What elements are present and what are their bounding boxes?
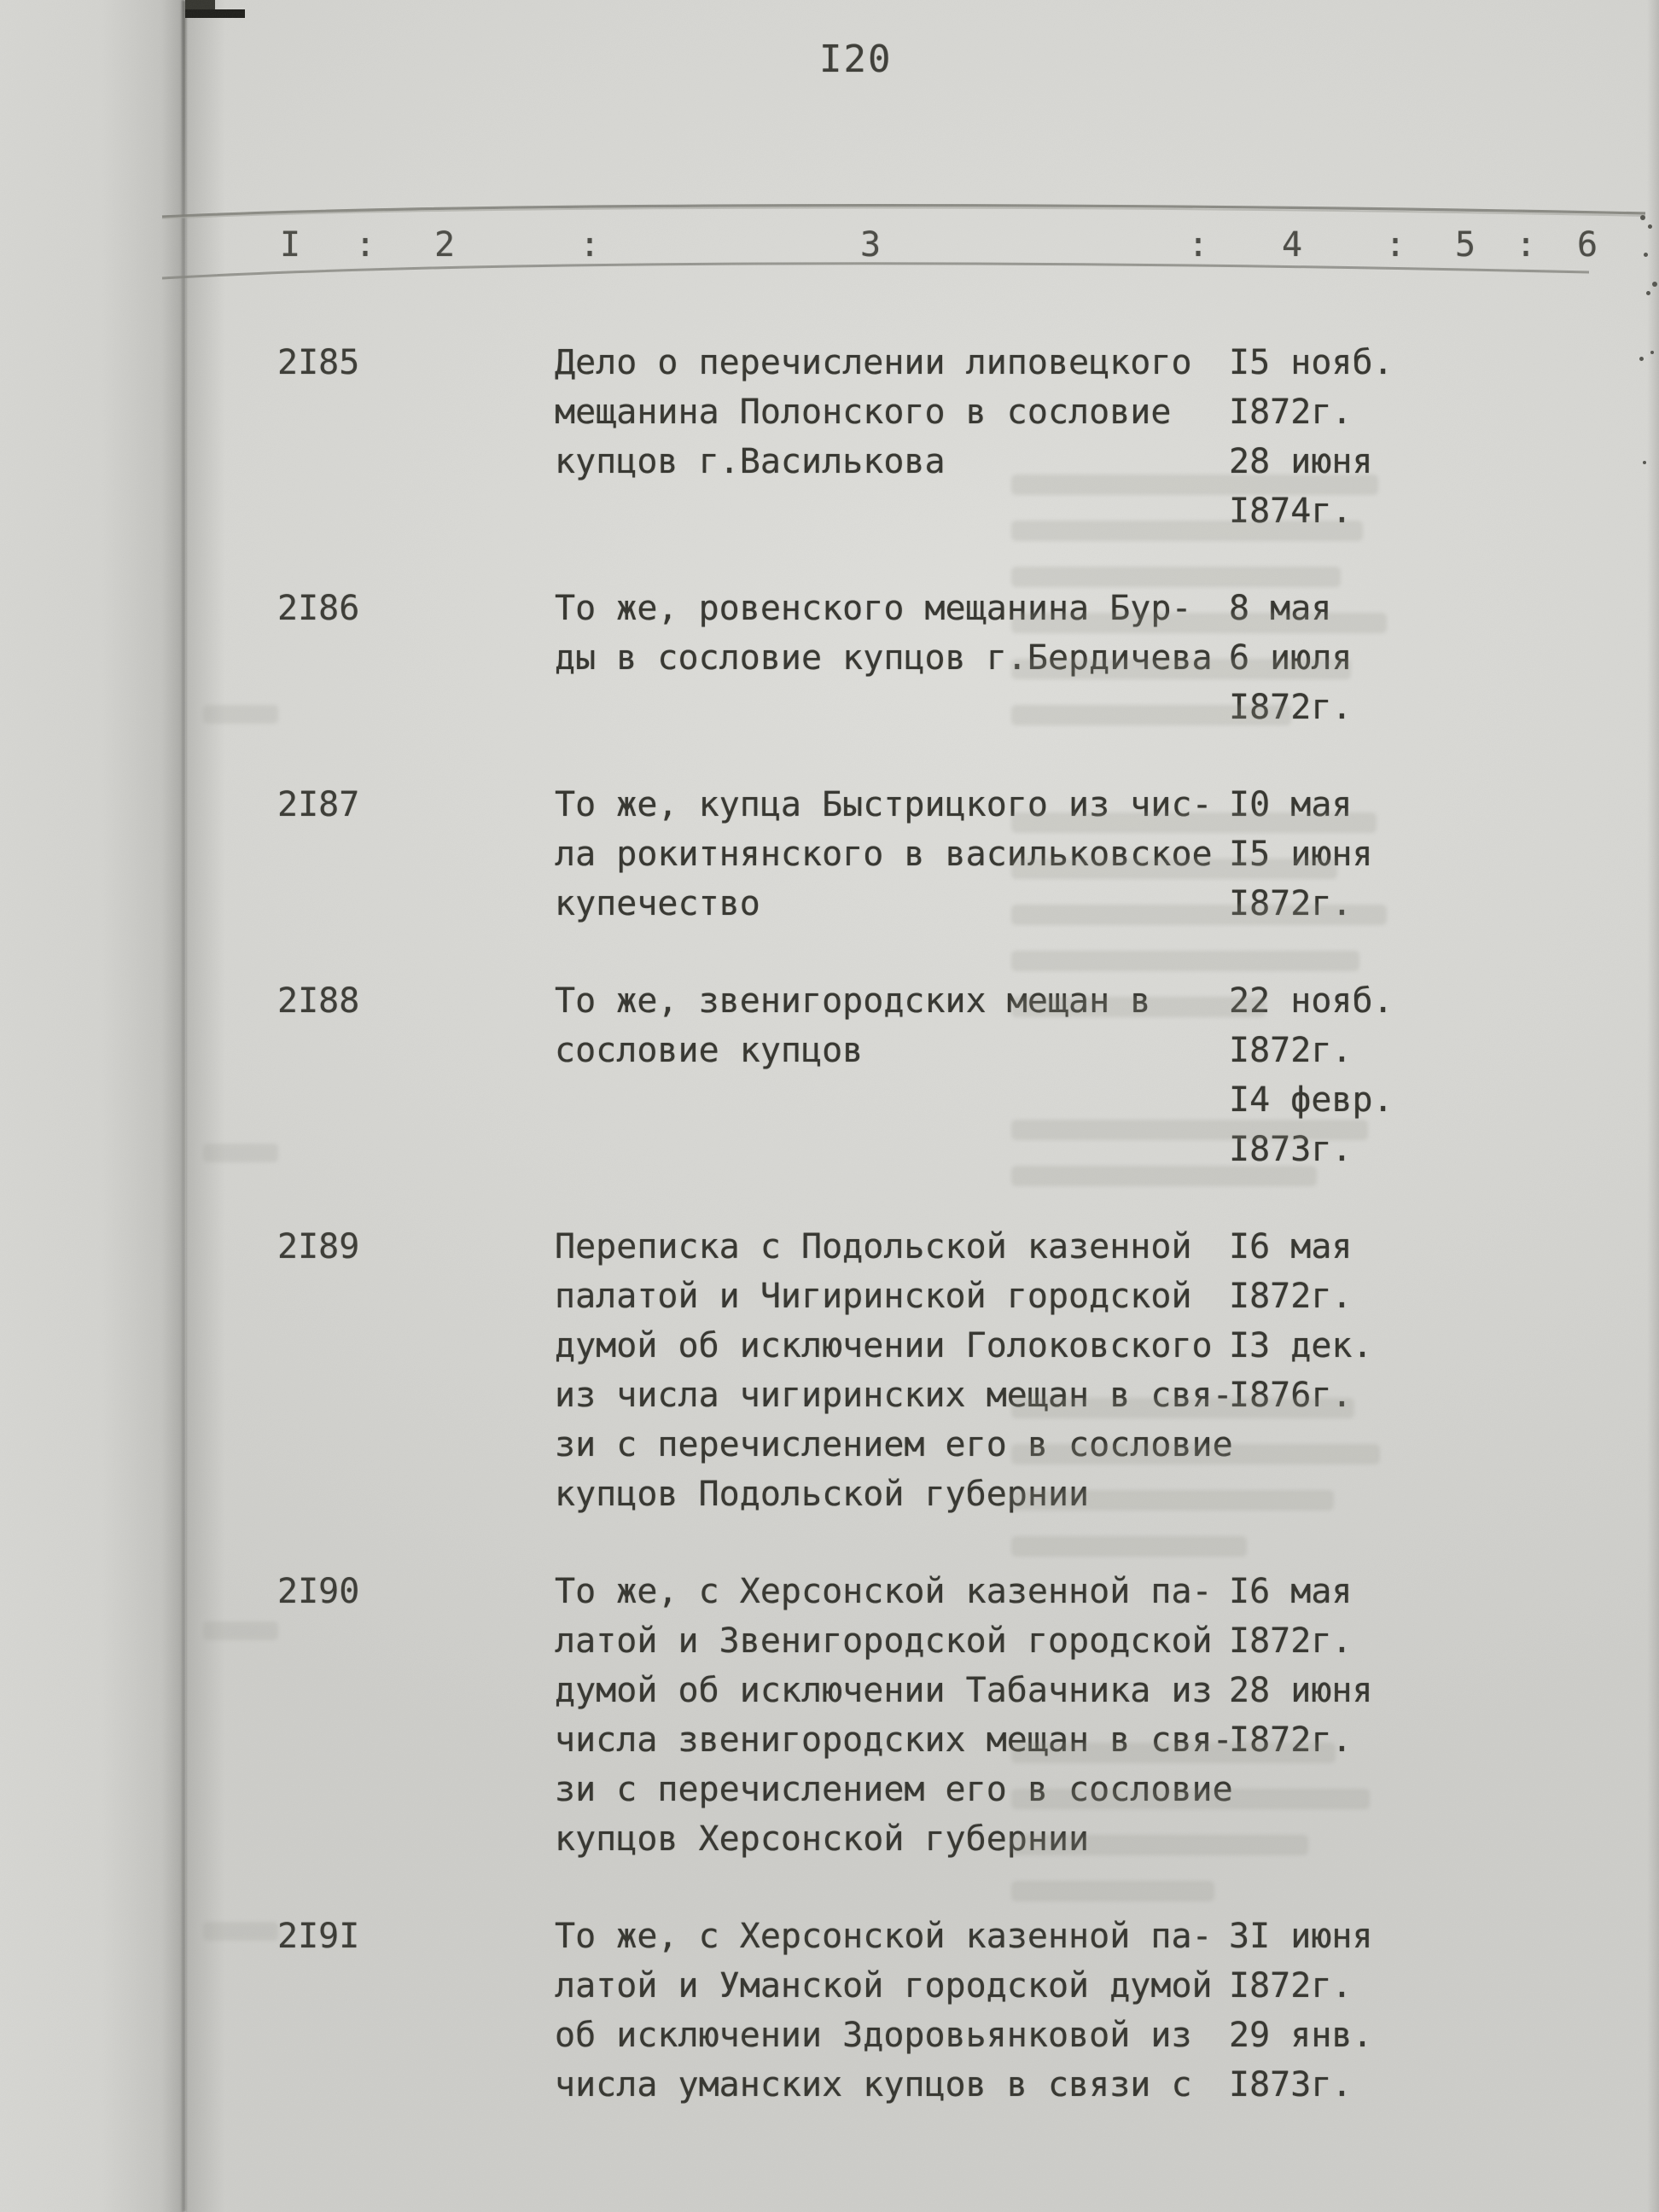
entry-number: 2I87 — [277, 785, 360, 824]
book-gutter — [0, 0, 183, 2212]
entry-description-line: То же, с Херсонской казенной па- — [555, 1572, 1213, 1611]
entry-date-line: I872г. — [1229, 1720, 1353, 1760]
entry-dates — [1229, 1222, 1502, 1420]
bleedthrough-line — [1011, 567, 1341, 587]
entry-description-line: латой и Звенигородской городской — [555, 1621, 1213, 1661]
bleedthrough-number — [203, 1621, 278, 1640]
entry-description-line: думой об исключении Голоковского — [555, 1326, 1213, 1365]
bleedthrough-line — [1011, 659, 1351, 679]
entry-description-line: сословие купцов — [555, 1031, 864, 1070]
inventory-entry-row — [171, 1912, 1659, 2110]
bleedthrough-block — [1011, 474, 1387, 751]
inventory-entry-row — [171, 338, 1659, 536]
header-column-separator: : — [1516, 225, 1537, 265]
entry-date-line: I876г. — [1229, 1376, 1353, 1415]
bleedthrough-line — [1011, 613, 1387, 633]
entry-number: 2I89 — [277, 1227, 360, 1266]
bleedthrough-line — [1011, 1536, 1247, 1557]
header-column-2: 2 — [434, 225, 456, 265]
entry-date-line: I873г. — [1229, 2065, 1353, 2104]
inventory-entries — [171, 338, 1659, 2157]
entry-description-line: об исключении Здоровьянковой из — [555, 2016, 1192, 2055]
entry-date-line: I0 мая — [1229, 785, 1353, 824]
entry-date-line: 22 нояб. — [1229, 981, 1394, 1021]
bleedthrough-line — [1011, 812, 1377, 833]
entry-number: 2I9I — [277, 1917, 360, 1956]
entry-description-line: зи с перечислением его в сословие — [555, 1770, 1233, 1809]
entry-number: 2I85 — [277, 343, 360, 382]
bleedthrough-block — [1011, 1398, 1380, 1582]
entry-date-line: I5 нояб. — [1229, 343, 1394, 382]
bleedthrough-line — [1011, 951, 1359, 971]
bleedthrough-number — [203, 1144, 278, 1162]
inventory-entry-row — [171, 976, 1659, 1174]
entry-description-line: То же, ровенского мещанина Бур- — [555, 589, 1192, 628]
entry-date-line: I872г. — [1229, 1621, 1353, 1661]
inventory-entry-row — [171, 584, 1659, 732]
entry-date-line: 8 мая — [1229, 589, 1332, 628]
entry-date-line: 29 янв. — [1229, 2016, 1373, 2055]
entry-date-line: I4 февр. — [1229, 1080, 1394, 1120]
entry-description — [555, 1912, 1250, 2110]
entry-description-line: То же, звенигородских мещан в — [555, 981, 1151, 1021]
entry-date-line: I872г. — [1229, 1031, 1353, 1070]
entry-date-line: I3 дек. — [1229, 1326, 1373, 1365]
inventory-entry-row — [171, 1222, 1659, 1519]
inventory-entry-row — [171, 780, 1659, 928]
header-column-4: 4 — [1282, 225, 1303, 265]
header-column-separator: : — [1385, 225, 1406, 265]
bleedthrough-line — [1011, 474, 1378, 495]
entry-date-line: I5 июня — [1229, 835, 1373, 874]
inventory-entry-row — [171, 1567, 1659, 1864]
bleedthrough-number — [203, 1922, 278, 1941]
header-column-separator: : — [579, 225, 601, 265]
bleedthrough-line — [1011, 1835, 1308, 1855]
bleedthrough-line — [1011, 1881, 1214, 1901]
entry-description-line: Дело о перечислении липовецкого — [555, 343, 1192, 382]
entry-description — [555, 338, 1250, 486]
entry-date-line: 28 июня — [1229, 1671, 1373, 1710]
entry-date-line: I873г. — [1229, 1130, 1353, 1169]
entry-date-line: I6 мая — [1229, 1227, 1353, 1266]
entry-dates — [1229, 1567, 1502, 1765]
scan-speck — [1648, 224, 1652, 229]
entry-description-line: Переписка с Подольской казенной — [555, 1227, 1192, 1266]
header-column-3: 3 — [860, 225, 882, 265]
bleedthrough-line — [1011, 997, 1266, 1017]
bleedthrough-line — [1011, 1120, 1368, 1140]
entry-number: 2I88 — [277, 981, 360, 1021]
header-column-separator: : — [1188, 225, 1209, 265]
entry-date-line: I872г. — [1229, 1277, 1353, 1316]
scan-speck — [1646, 291, 1650, 295]
header-column-separator: : — [355, 225, 376, 265]
scan-speck — [1639, 357, 1644, 361]
entry-description-line: латой и Уманской городской думой — [555, 1966, 1213, 2005]
entry-date-line: I874г. — [1229, 492, 1353, 531]
header-column-5: 5 — [1455, 225, 1476, 265]
entry-date-line: 3I июня — [1229, 1917, 1373, 1956]
header-column-6: 6 — [1577, 225, 1598, 265]
entry-description-line: ды в сословие купцов г.Бердичева — [555, 638, 1213, 678]
entry-number: 2I86 — [277, 589, 360, 628]
scan-speck — [1640, 215, 1645, 220]
entry-date-line: I872г. — [1229, 884, 1353, 923]
bleedthrough-line — [1011, 1743, 1336, 1763]
entry-description-line: числа уманских купцов в связи с — [555, 2065, 1192, 2104]
entry-number: 2I90 — [277, 1572, 360, 1611]
entry-date-line: I872г. — [1229, 393, 1353, 432]
bleedthrough-line — [1011, 705, 1291, 725]
entry-description-line: ла рокитнянского в васильковское — [555, 835, 1213, 874]
bleedthrough-block — [1011, 1743, 1370, 1927]
scan-speck — [1643, 461, 1646, 464]
entry-description-line: числа звенигородских мещан в свя- — [555, 1720, 1233, 1760]
entry-description-line: купцов Херсонской губернии — [555, 1819, 1090, 1859]
entry-description-line: купцов г.Василькова — [555, 442, 946, 481]
bleedthrough-line — [1011, 1444, 1380, 1464]
entry-date-line: 28 июня — [1229, 442, 1373, 481]
scan-speck — [1650, 351, 1654, 354]
entry-date-line: I872г. — [1229, 688, 1353, 727]
entry-description-line: купцов Подольской губернии — [555, 1475, 1090, 1514]
entry-description-line: мещанина Полонского в сословие — [555, 393, 1172, 432]
bleedthrough-line — [1011, 1789, 1370, 1809]
bleedthrough-line — [1011, 859, 1337, 879]
entry-date-line: 6 июля — [1229, 638, 1353, 678]
scan-speck — [1644, 253, 1648, 257]
entry-description-line: из числа чигиринских мещан в свя- — [555, 1376, 1233, 1415]
bleedthrough-line — [1011, 1166, 1317, 1186]
entry-date-line: I6 мая — [1229, 1572, 1353, 1611]
bleedthrough-line — [1011, 1398, 1354, 1418]
bleedthrough-line — [1011, 905, 1387, 925]
entry-description-line: думой об исключении Табачника из — [555, 1671, 1213, 1710]
scan-speck — [1652, 282, 1657, 287]
scan-corner-mark — [185, 9, 245, 18]
page-number: I20 — [819, 38, 893, 81]
bleedthrough-block — [1011, 812, 1387, 1043]
bleedthrough-block — [1011, 1120, 1368, 1212]
bleedthrough-line — [1011, 521, 1363, 541]
entry-description-line: То же, с Херсонской казенной па- — [555, 1917, 1213, 1956]
entry-description-line: палатой и Чигиринской городской — [555, 1277, 1192, 1316]
bleedthrough-number — [203, 705, 278, 724]
bleedthrough-line — [1011, 1490, 1334, 1511]
entry-dates — [1229, 1912, 1502, 2110]
entry-description-line: купечество — [555, 884, 760, 923]
entry-description-line: То же, купца Быстрицкого из чис- — [555, 785, 1213, 824]
header-column-I: I — [280, 225, 301, 265]
entry-date-line: I872г. — [1229, 1966, 1353, 2005]
entry-description-line: зи с перечислением его в сословие — [555, 1425, 1233, 1464]
